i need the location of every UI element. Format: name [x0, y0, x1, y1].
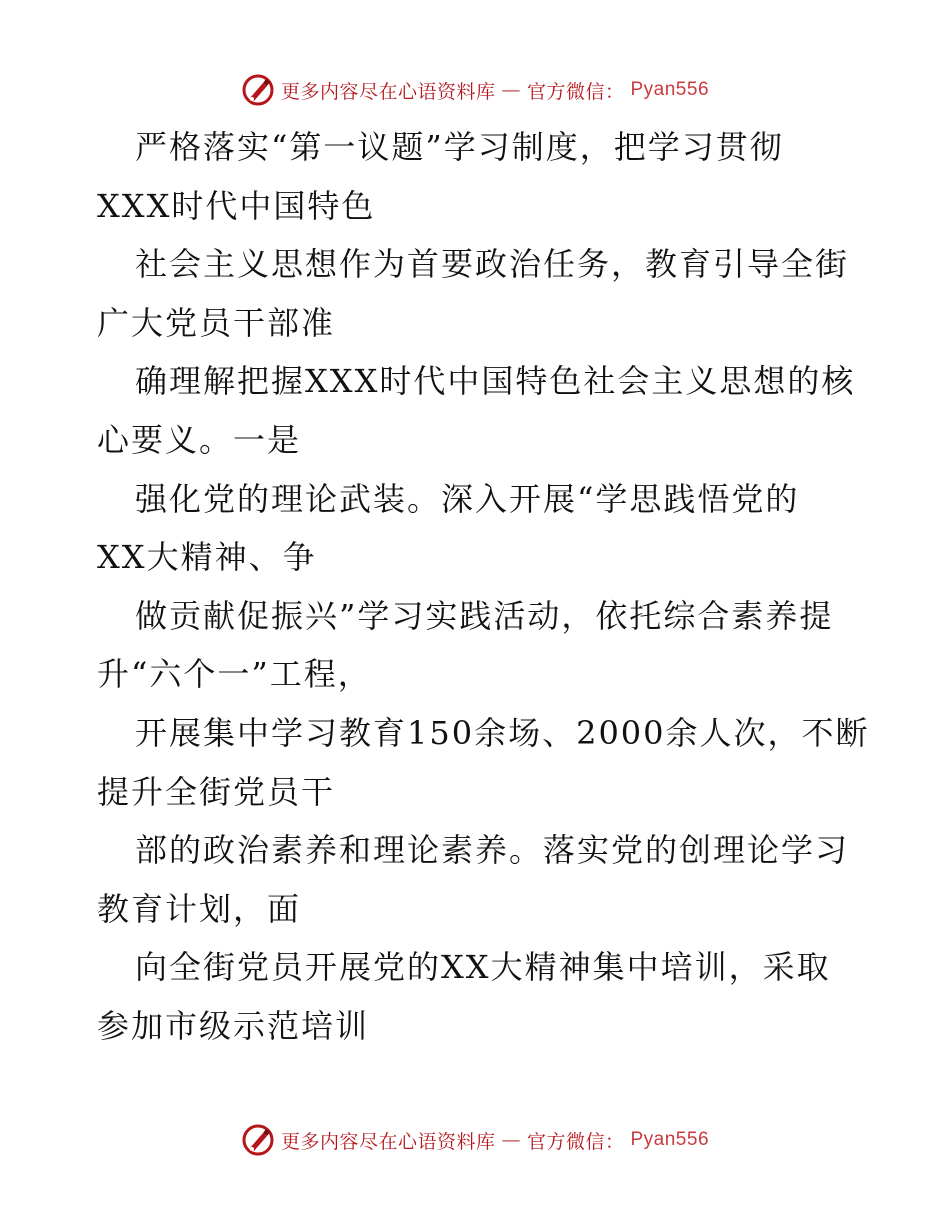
body-line: 心要义。一是 [97, 420, 302, 459]
header-banner-content [241, 73, 709, 107]
document-body [97, 118, 870, 1056]
header-contact-id: Pyan556 [630, 79, 710, 100]
body-line: 升“六个一”工程， [97, 655, 372, 694]
body-line: 严格落实“第一议题”学习制度，把学习贯彻 [135, 128, 784, 166]
body-line: 确理解把握XXX时代中国特色社会主义思想的核 [135, 362, 856, 401]
body-line: 广大党员干部准 [97, 303, 336, 342]
body-line: 部的政治素养和理论素养。落实党的创理论学习 [135, 831, 850, 870]
footer-contact-label: 官方微信： [526, 1130, 625, 1153]
body-line: 强化党的理论武装。深入开展“学思践悟党的 [135, 479, 800, 518]
pen-circle-logo-icon [241, 1123, 275, 1157]
header-contact-label: 官方微信： [526, 80, 625, 103]
body-line: 开展集中学习教育150余场、2000余人次，不断 [135, 713, 870, 752]
footer-banner-content [241, 1123, 709, 1157]
body-line: XX大精神、争 [97, 538, 317, 577]
body-line: 提升全街党员干 [97, 772, 336, 811]
body-line: 向全街党员开展党的XX大精神集中培训，采取 [135, 948, 831, 987]
header-banner [0, 70, 950, 110]
body-line: 教育计划，面 [97, 889, 302, 928]
header-brand-text: 更多内容尽在心语资料库 [280, 80, 496, 103]
body-line: 参加市级示范培训 [97, 1006, 370, 1045]
body-line: XXX时代中国特色 [97, 186, 376, 225]
footer-brand-text: 更多内容尽在心语资料库 [280, 1130, 496, 1153]
footer-banner [0, 1120, 950, 1160]
body-line: 社会主义思想作为首要政治任务，教育引导全街 [135, 245, 850, 284]
footer-separator: — [501, 1129, 521, 1151]
header-separator: — [501, 79, 521, 101]
footer-contact-id: Pyan556 [630, 1129, 710, 1150]
pen-circle-logo-icon [241, 73, 275, 107]
body-line: 做贡献促振兴”学习实践活动，依托综合素养提 [135, 596, 834, 635]
